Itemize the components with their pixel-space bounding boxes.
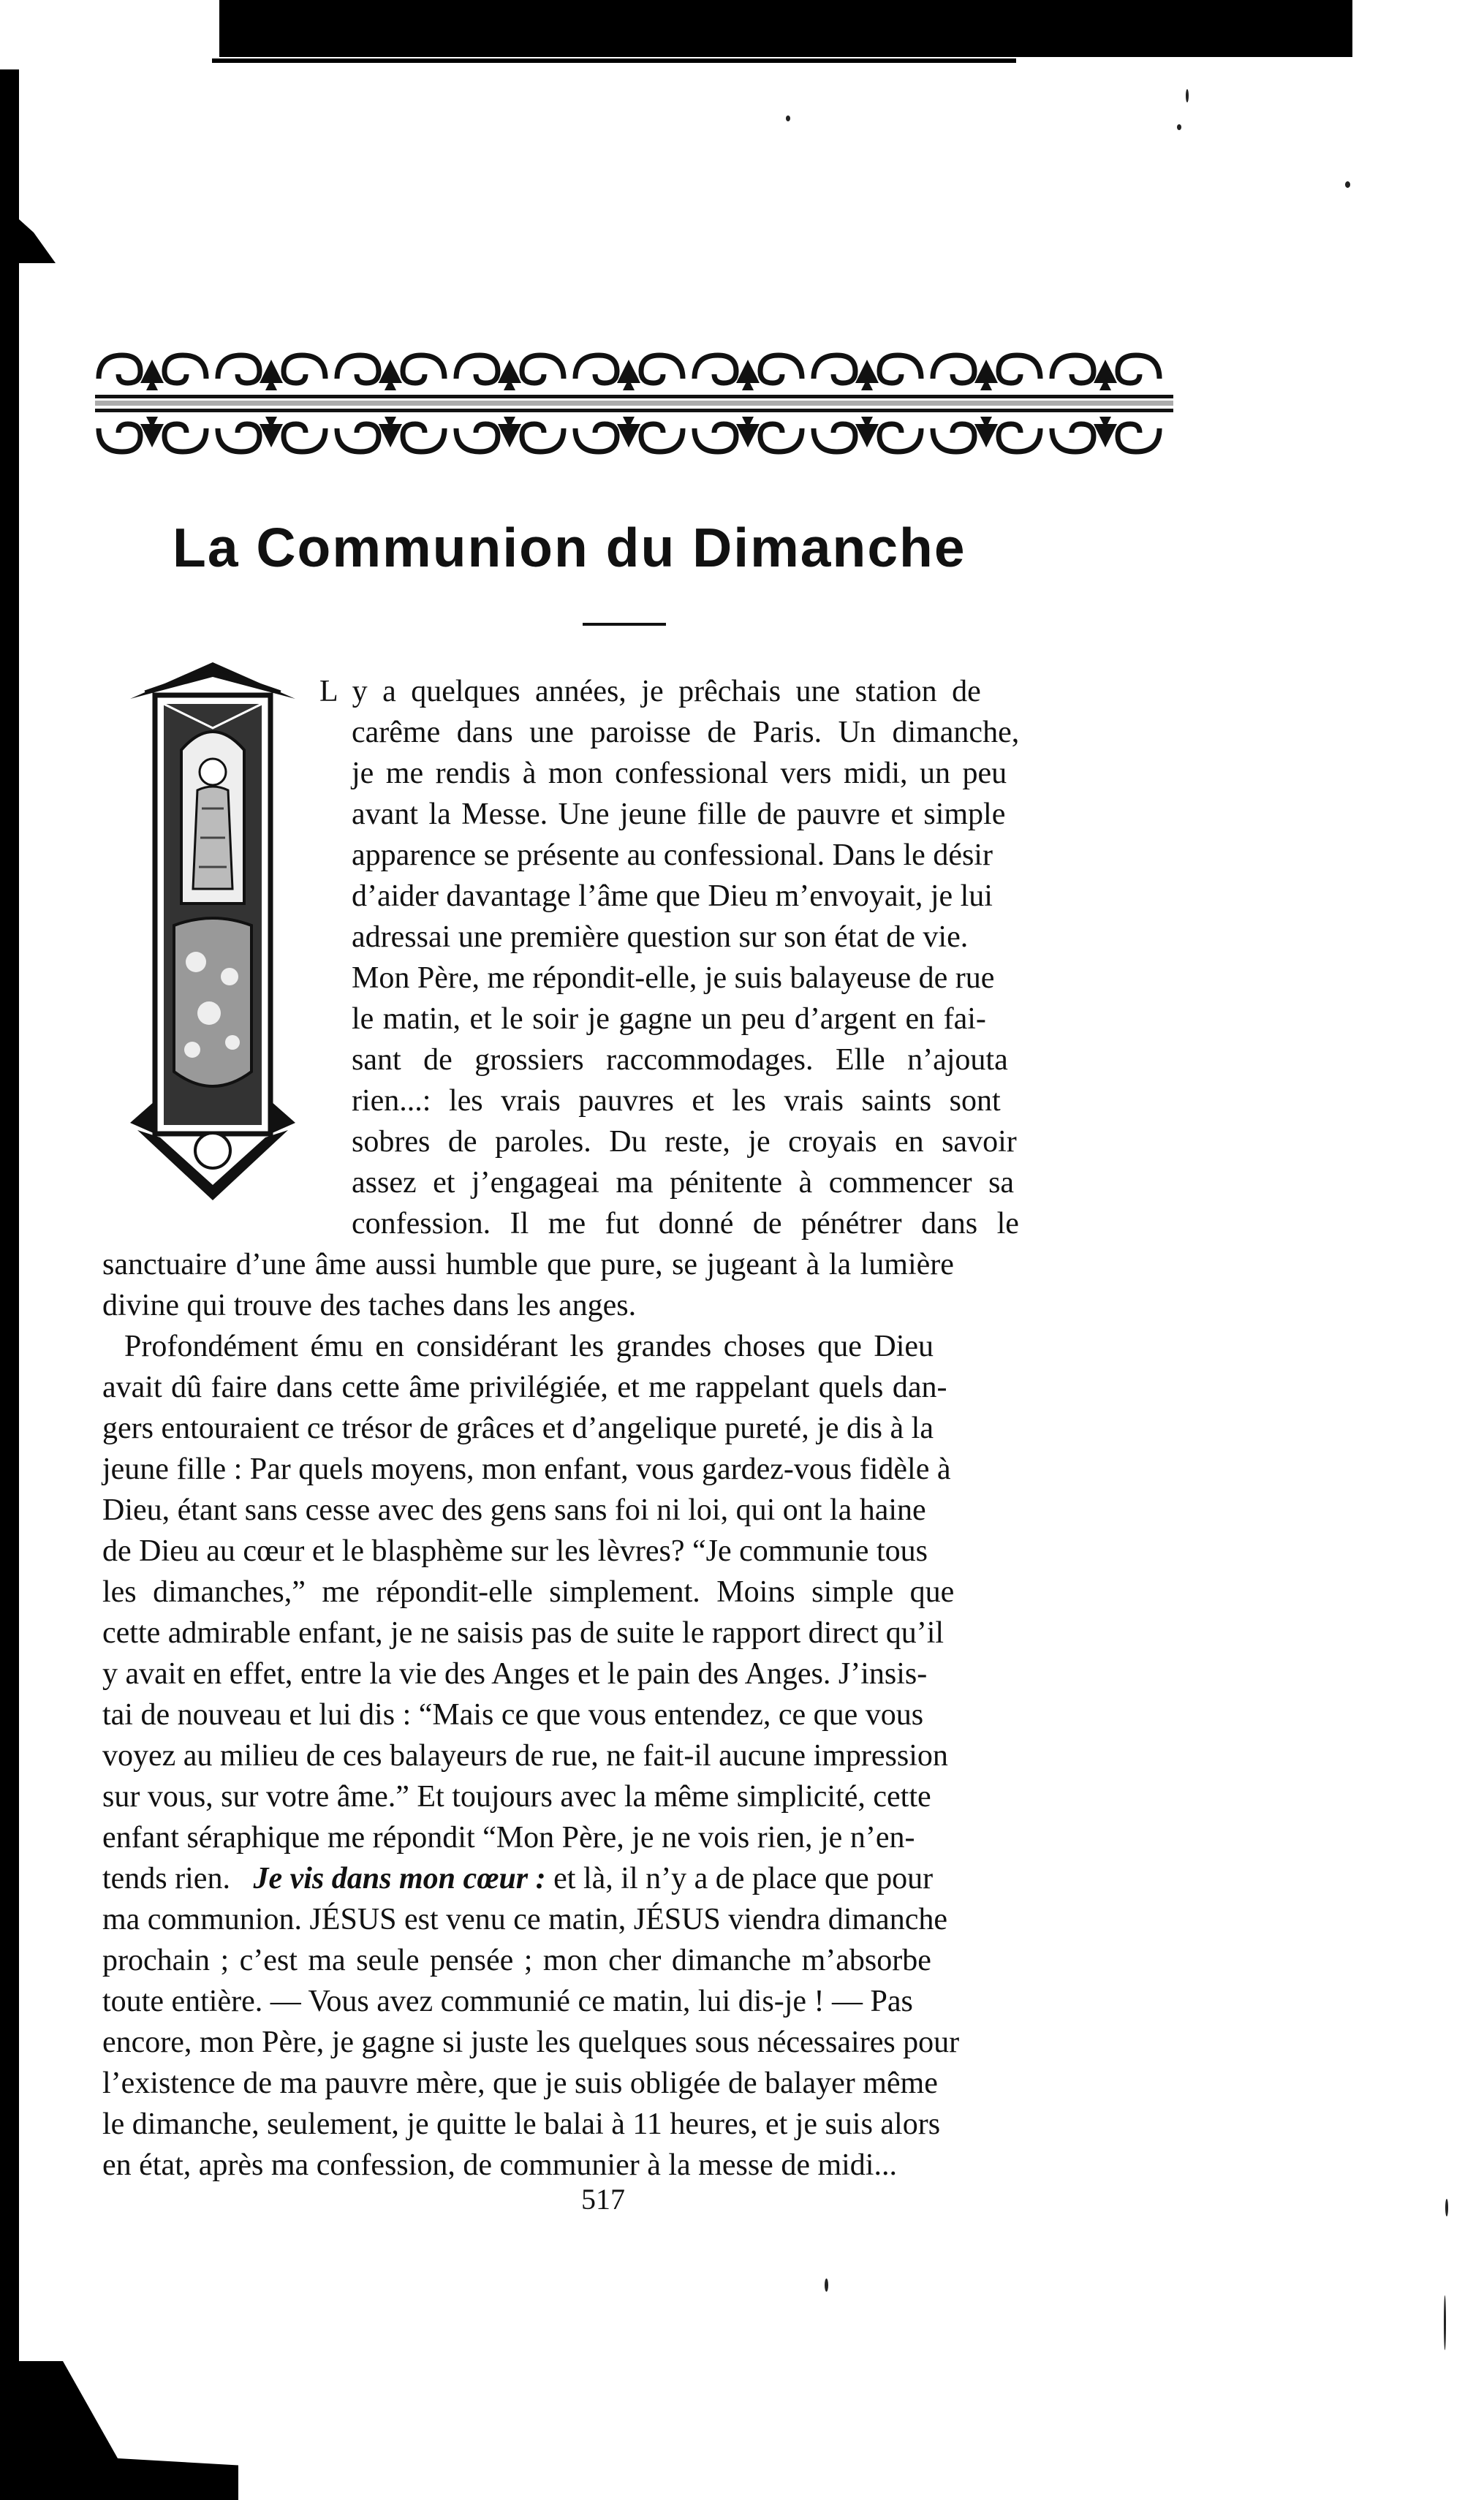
text-line: le matin, et le soir je gagne un peu d’argent en fai-	[352, 1002, 986, 1036]
text-line: sanctuaire d’une âme aussi humble que pure, se jugeant à la lumière	[102, 1248, 954, 1281]
text-line: Mon Père, me répondit-elle, je suis balayeuse de rue	[352, 961, 995, 995]
scan-border-bottom	[19, 2361, 238, 2500]
scan-speck	[1345, 181, 1350, 188]
text-line	[102, 1863, 933, 1894]
italic-phrase: Je vis dans mon cœur :	[253, 1862, 546, 1895]
scan-notch	[19, 219, 56, 263]
text-line: confession. Il me fut donné de pénétrer dans le	[352, 1207, 1019, 1240]
title-rule	[583, 623, 666, 626]
scan-border-left	[0, 69, 19, 2500]
text-line: le dimanche, seulement, je quitte le balai à 11 heures, et je suis alors	[102, 2107, 941, 2141]
scan-speck	[1186, 89, 1189, 102]
text-line: toute entière. — Vous avez communié ce matin, lui dis-je ! — Pas	[102, 1985, 913, 2018]
text-line: Dieu, étant sans cesse avec des gens sans foi ni loi, qui ont la haine	[102, 1493, 926, 1527]
text-line: sobres de paroles. Du reste, je croyais en savoir	[352, 1125, 1017, 1159]
text-line: avant la Messe. Une jeune fille de pauvre et simple	[352, 798, 1006, 831]
text-line: assez et j’engageai ma pénitente à commencer sa	[352, 1166, 1015, 1200]
page-number: 517	[581, 2183, 625, 2216]
ornamental-band	[95, 349, 1173, 458]
text-line: en état, après ma confession, de communier à la messe de midi...	[102, 2148, 897, 2182]
scan-speck	[1445, 2199, 1448, 2216]
text-line: adressai une première question sur son état de vie.	[352, 920, 969, 954]
scan-rule-top	[212, 58, 1016, 63]
scan-speck	[786, 115, 790, 121]
scan-speck	[1444, 2295, 1446, 2350]
text-line: sur vous, sur votre âme.” Et toujours avec la même simplicité, cette	[102, 1780, 931, 1814]
text-line: sant de grossiers raccommodages. Elle n’ajouta	[352, 1043, 1008, 1077]
text-line: d’aider davantage l’âme que Dieu m’envoyait, je lui	[352, 879, 993, 913]
scan-border-top	[219, 0, 1352, 57]
text-span: et là, il n’y a de place que pour	[553, 1862, 934, 1895]
text-line: encore, mon Père, je gagne si juste les quelques sous nécessaires pour	[102, 2026, 960, 2059]
text-line: prochain ; c’est ma seule pensée ; mon cher dimanche m’absorbe	[102, 1944, 931, 1977]
text-line: gers entouraient ce trésor de grâces et d’angelique pureté, je dis à la	[102, 1412, 934, 1445]
scan-speck	[1177, 124, 1181, 130]
text-line: Profondément ému en considérant les grandes choses que Dieu	[124, 1330, 934, 1363]
text-line: avait dû faire dans cette âme privilégiée, et me rappelant quels dan-	[102, 1371, 947, 1404]
text-line: cette admirable enfant, je ne saisis pas de suite le rapport direct qu’il	[102, 1616, 944, 1650]
text-line: carême dans une paroisse de Paris. Un dimanche,	[352, 716, 1020, 749]
drop-initial-illustration	[123, 662, 303, 1200]
text-line: rien...: les vrais pauvres et les vrais saints sont	[352, 1084, 1001, 1118]
text-line: y avait en effet, entre la vie des Anges et le pain des Anges. J’insis-	[102, 1657, 928, 1691]
text-line: enfant séraphique me répondit “Mon Père, je ne vois rien, je n’en-	[102, 1821, 915, 1855]
scan-speck	[825, 2279, 828, 2292]
page-title: La Communion du Dimanche	[173, 517, 966, 578]
text-line: de Dieu au cœur et le blasphème sur les lèvres? “Je communie tous	[102, 1534, 928, 1568]
text-line: l’existence de ma pauvre mère, que je suis obligée de balayer même	[102, 2067, 938, 2100]
text-line: ma communion. JÉSUS est venu ce matin, JÉSUS viendra dimanche	[102, 1903, 947, 1936]
text-line: tai de nouveau et lui dis : “Mais ce que vous entendez, ce que vous	[102, 1698, 924, 1732]
text-line: jeune fille : Par quels moyens, mon enfant, vous gardez-vous fidèle à	[102, 1452, 951, 1486]
text-line: apparence se présente au confessional. Dans le désir	[352, 838, 993, 872]
text-line: je me rendis à mon confessional vers midi, un peu	[352, 757, 1007, 790]
text-line: voyez au milieu de ces balayeurs de rue, ne fait-il aucune impression	[102, 1739, 948, 1773]
text-line: les dimanches,” me répondit-elle simplement. Moins simple que	[102, 1575, 955, 1609]
text-line: L y a quelques années, je prêchais une station de	[319, 675, 981, 708]
text-line: divine qui trouve des taches dans les anges.	[102, 1289, 637, 1322]
text-span: tends rien.	[102, 1862, 230, 1895]
